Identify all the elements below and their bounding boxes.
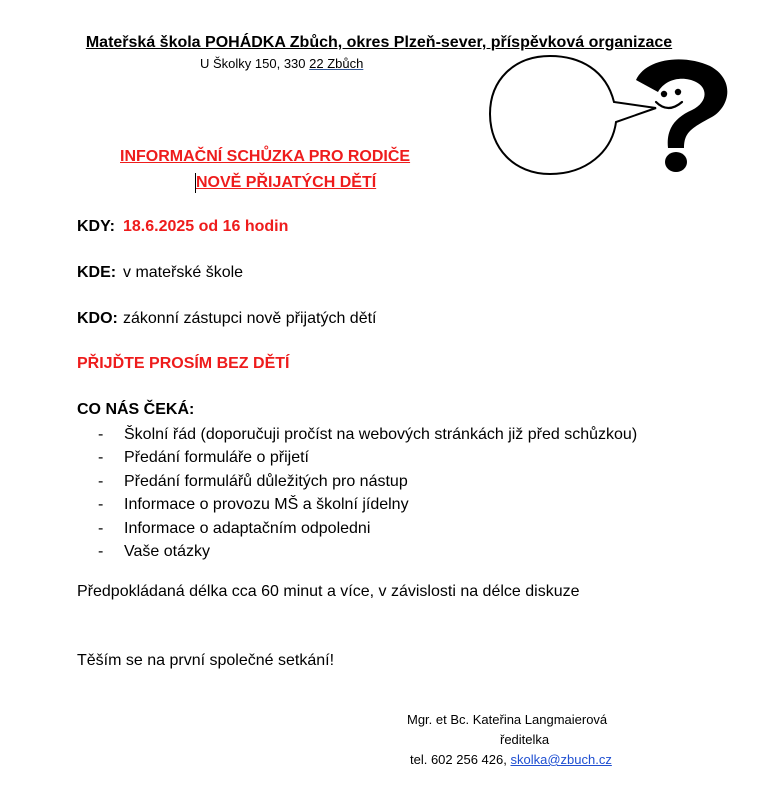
bullet-dash: - [98,449,104,467]
face-eye-right [675,89,681,95]
agenda-item [98,446,637,469]
agenda-item [98,517,637,540]
face-smile [656,102,682,108]
agenda-item-text: Předání formuláře o přijetí [124,449,309,467]
when-label: KDY: [77,218,115,235]
where-value: v mateřské škole [123,264,244,281]
when-value: 18.6.2025 od 16 hodin [123,218,289,235]
address-city: 22 Zbůch [309,56,364,71]
bullet-dash: - [98,542,104,560]
agenda-item [98,493,637,516]
signature-name: Mgr. et Bc. Kateřina Langmaierová [407,712,608,727]
bullet-dash: - [98,472,104,490]
agenda-item-text: Informace o adaptačním odpoledni [124,519,371,537]
meeting-title-line2: NOVĚ PŘIJATÝCH DĚTÍ [196,174,377,191]
bullet-dash: - [98,426,104,443]
who-value: zákonní zástupci nově přijatých dětí [123,310,377,327]
agenda-item-text: Informace o provozu MŠ a školní jídelny [124,496,409,514]
bullet-dash: - [98,519,104,537]
school-address [200,56,363,71]
signature-phone: tel. 602 256 426, [410,752,511,767]
face-eye-left [661,91,667,97]
closing-text: Těším se na první společné setkání! [77,652,335,669]
bullet-dash: - [98,496,104,514]
agenda-heading: CO NÁS ČEKÁ: [77,401,195,418]
agenda-item-text: Předání formulářů důležitých pro nástup [124,472,408,490]
agenda-item [98,423,637,446]
signature-contact [410,752,612,767]
speech-bubble-icon [490,56,656,174]
who-label: KDO: [77,310,118,327]
agenda-item-text: Školní řád (doporučuji pročíst na webových stránkách již před schůzkou) [124,426,638,443]
question-dot [665,152,687,172]
agenda-item [98,470,637,493]
signature-role: ředitelka [500,732,550,747]
meeting-title-line1: INFORMAČNÍ SCHŮZKA PRO RODIČE [120,148,411,165]
where-label: KDE: [77,264,117,281]
speech-bubble-question-mark-icon [488,52,736,178]
school-name: Mateřská škola POHÁDKA Zbůch, okres Plzeň-sever, příspěvková organizace [85,34,673,51]
duration-text: Předpokládaná délka cca 60 minut a více, v závislosti na délce diskuze [77,583,580,600]
address-street: U Školky 150, 330 [200,56,310,71]
email-link[interactable]: skolka@zbuch.cz [510,752,612,767]
agenda-item-text: Vaše otázky [124,542,210,560]
agenda-item [98,540,637,563]
no-children-notice: PŘIJĎTE PROSÍM BEZ DĚTÍ [77,355,290,372]
agenda-list [98,423,637,563]
